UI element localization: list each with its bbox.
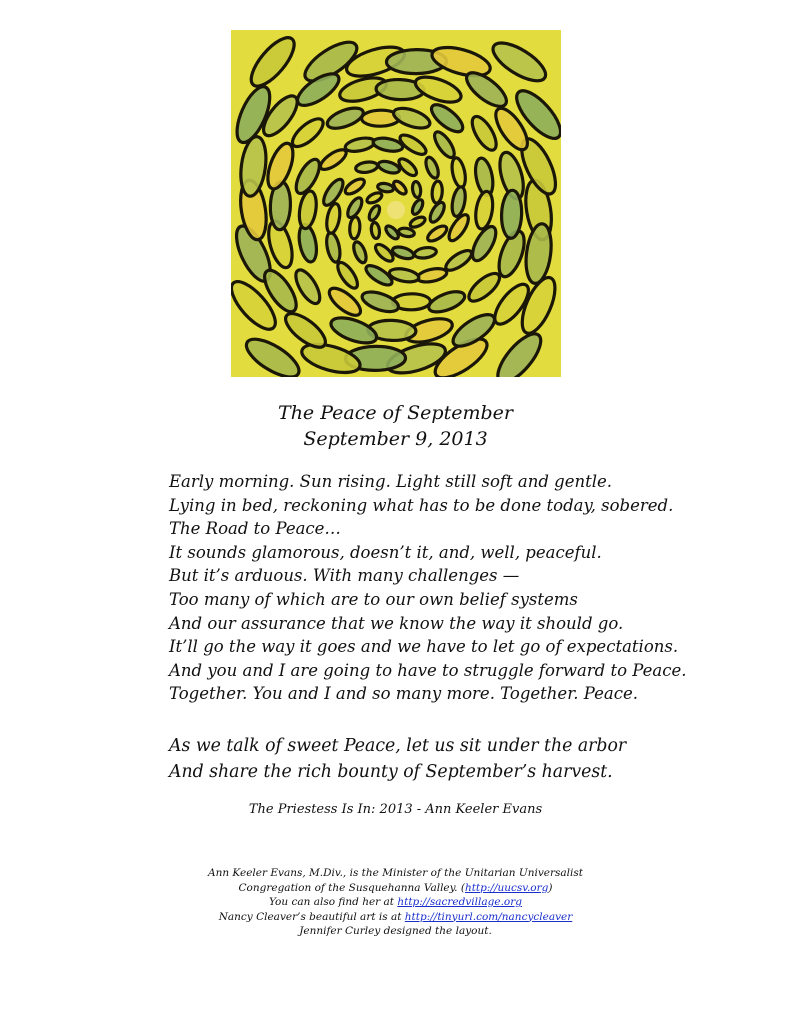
- poem-line: And you and I are going to have to struggle forward to Peace.: [169, 660, 687, 680]
- page-title: The Peace of September: [278, 402, 513, 424]
- poem-line: Too many of which are to our own belief systems: [169, 589, 578, 609]
- poem-line: It’ll go the way it goes and we have to let go of expectations.: [169, 637, 679, 657]
- leaf-mandala-icon: [231, 30, 561, 377]
- footer-line-sacredvillage: [0, 895, 791, 910]
- footer-text: You can also find her at: [269, 896, 398, 908]
- closing-line: And share the rich bounty of September’s harvest.: [169, 762, 613, 782]
- footer-notes: [0, 866, 791, 939]
- footer-line-minister: Ann Keeler Evans, M.Div., is the Minister of the Unitarian Universalist: [207, 867, 583, 879]
- leaf-shape: [349, 217, 361, 240]
- center-glow: [387, 201, 405, 219]
- footer-line-congregation: [0, 881, 791, 896]
- leaf-shape: [370, 222, 380, 239]
- footer-text: Congregation of the Susquehanna Valley. (: [238, 881, 465, 894]
- uucsv-link[interactable]: http://uucsv.org: [464, 881, 549, 894]
- title-block: [0, 400, 791, 452]
- poem-body: [169, 470, 769, 706]
- footer-line-layout: Jennifer Curley designed the layout.: [299, 925, 492, 937]
- author-credit: The Priestess Is In: 2013 - Ann Keeler Evans: [248, 802, 543, 817]
- footer-text: ): [548, 881, 553, 894]
- poem-line: But it’s arduous. With many challenges —: [169, 566, 520, 586]
- leaf-shape: [501, 190, 523, 239]
- sacredvillage-link[interactable]: http://sacredvillage.org: [397, 896, 522, 908]
- poem-line: Early morning. Sun rising. Light still soft and gentle.: [169, 472, 613, 491]
- poem-line: It sounds glamorous, doesn’t it, and, well, peaceful.: [169, 542, 602, 562]
- leaf-mandala-artwork: [231, 30, 561, 377]
- poem-line: Together. You and I and so many more. Together. Peace.: [169, 684, 638, 704]
- closing-line: As we talk of sweet Peace, let us sit under the arbor: [169, 736, 627, 756]
- footer-line-art: [0, 910, 791, 925]
- leaf-shape: [431, 181, 443, 204]
- poem-line: The Road to Peace…: [169, 519, 341, 539]
- poem-line: And our assurance that we know the way it should go.: [169, 613, 624, 633]
- page-date: September 9, 2013: [303, 428, 488, 450]
- poem-closing: [169, 733, 769, 785]
- footer-text: Nancy Cleaver’s beautiful art is at: [218, 910, 405, 923]
- leaf-shape: [412, 181, 422, 198]
- nancycleaver-link[interactable]: http://tinyurl.com/nancycleaver: [404, 910, 573, 923]
- poem-line: Lying in bed, reckoning what has to be done today, sobered.: [169, 495, 674, 515]
